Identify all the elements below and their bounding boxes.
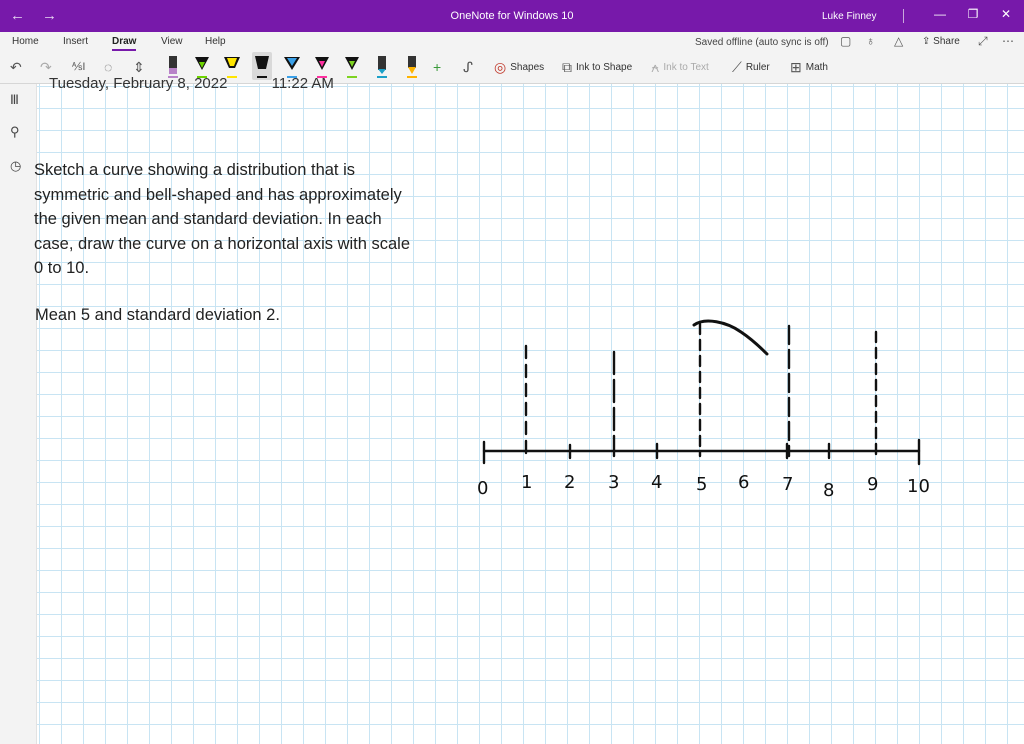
ink-to-shape-icon: ⧉ [562,58,572,75]
tab-view[interactable]: View [161,36,183,47]
ink-axis-labels [477,472,930,501]
ink-label: 10 [907,476,930,497]
lightbulb-icon[interactable]: ♁ [866,34,875,48]
bell-icon[interactable]: △ [894,34,904,48]
ink-label: 7 [782,474,794,495]
ink-label: 8 [823,480,835,501]
math-label: Math [805,61,828,73]
redo-icon: ↷ [40,58,52,75]
restore-icon[interactable]: ❐ [967,7,979,21]
question-line: Sketch a curve showing a distribution that is [34,161,356,179]
lasso-icon: ◌ [104,59,113,75]
plus-icon: + [433,59,442,75]
shapes-button[interactable] [494,55,544,79]
back-icon[interactable]: ← [10,7,25,24]
share-button[interactable] [922,36,960,47]
shapes-icon: ◎ [494,58,507,75]
pen-teal[interactable] [372,52,392,80]
notebook-icon[interactable]: ▢ [840,34,852,48]
type-select-icon: ⅍I [72,61,86,73]
window-title: OneNote for Windows 10 [450,10,574,22]
ink-to-text-icon: ⍲ [651,58,660,75]
sync-status: Saved offline (auto sync is off) [695,37,829,48]
ink-to-text-label: Ink to Text [663,61,709,73]
replay-icon: ᔑ [463,58,473,75]
ink-to-text-button[interactable] [651,55,709,79]
ink-label: 3 [608,472,620,493]
ink-to-shape-label: Ink to Shape [576,61,633,73]
undo-button[interactable] [10,55,22,79]
share-icon: ⇪ [922,36,934,47]
ink-label: 1 [521,472,533,493]
question-line: symmetric and bell-shaped and has approximately [34,185,402,204]
note-canvas[interactable] [34,75,1024,744]
subquestion-text[interactable]: Mean 5 and standard deviation 2. [35,306,280,324]
ink-label: 4 [651,472,663,493]
ink-label: 9 [867,474,879,495]
minimize-icon[interactable]: — [934,7,946,21]
more-icon[interactable]: ⋯ [1002,34,1014,48]
title-bar [0,0,1024,32]
tab-insert[interactable]: Insert [63,36,89,47]
ink-label: 0 [477,478,489,499]
add-space-icon: ⇕ [133,58,145,75]
tab-home[interactable]: Home [12,36,39,47]
search-icon[interactable]: ⚲ [10,124,20,139]
shapes-label: Shapes [510,61,545,73]
title-separator [903,9,904,23]
ink-label: 5 [696,474,708,495]
tab-help[interactable]: Help [205,36,226,47]
tab-draw[interactable]: Draw [112,36,137,47]
ink-replay-button[interactable] [463,55,473,79]
notebooks-icon[interactable]: Ⅲ [10,92,19,107]
ruler-label: Ruler [745,61,770,73]
forward-icon[interactable]: → [42,7,57,24]
ruler-button[interactable] [732,55,770,79]
close-icon[interactable]: ✕ [1000,7,1012,21]
nav-sidebar [0,84,37,744]
question-line: the given mean and standard deviation. In each [34,210,382,228]
math-icon: ⊞ [790,58,802,75]
recent-icon[interactable]: ◷ [10,158,22,173]
share-label: Share [933,36,960,47]
ink-curve [694,321,767,354]
ruler-icon: ⟋ [732,58,742,75]
user-name[interactable]: Luke Finney [822,11,877,22]
ink-drawing[interactable] [37,84,1024,744]
ink-label: 2 [564,472,576,493]
time-text: 11:22 AM [271,75,334,92]
question-line: case, draw the curve on a horizontal axis with scale [34,234,411,253]
date-text: Tuesday, February 8, 2022 [49,75,228,92]
ink-label: 6 [738,472,750,493]
undo-icon: ↶ [10,58,22,75]
expand-icon[interactable]: ⤢ [978,34,988,48]
ink-to-shape-button[interactable] [562,55,632,79]
add-pen-button[interactable] [433,55,441,79]
question-line: 0 to 10. [34,259,90,277]
pen-orange[interactable] [402,52,422,80]
math-button[interactable] [790,55,828,79]
